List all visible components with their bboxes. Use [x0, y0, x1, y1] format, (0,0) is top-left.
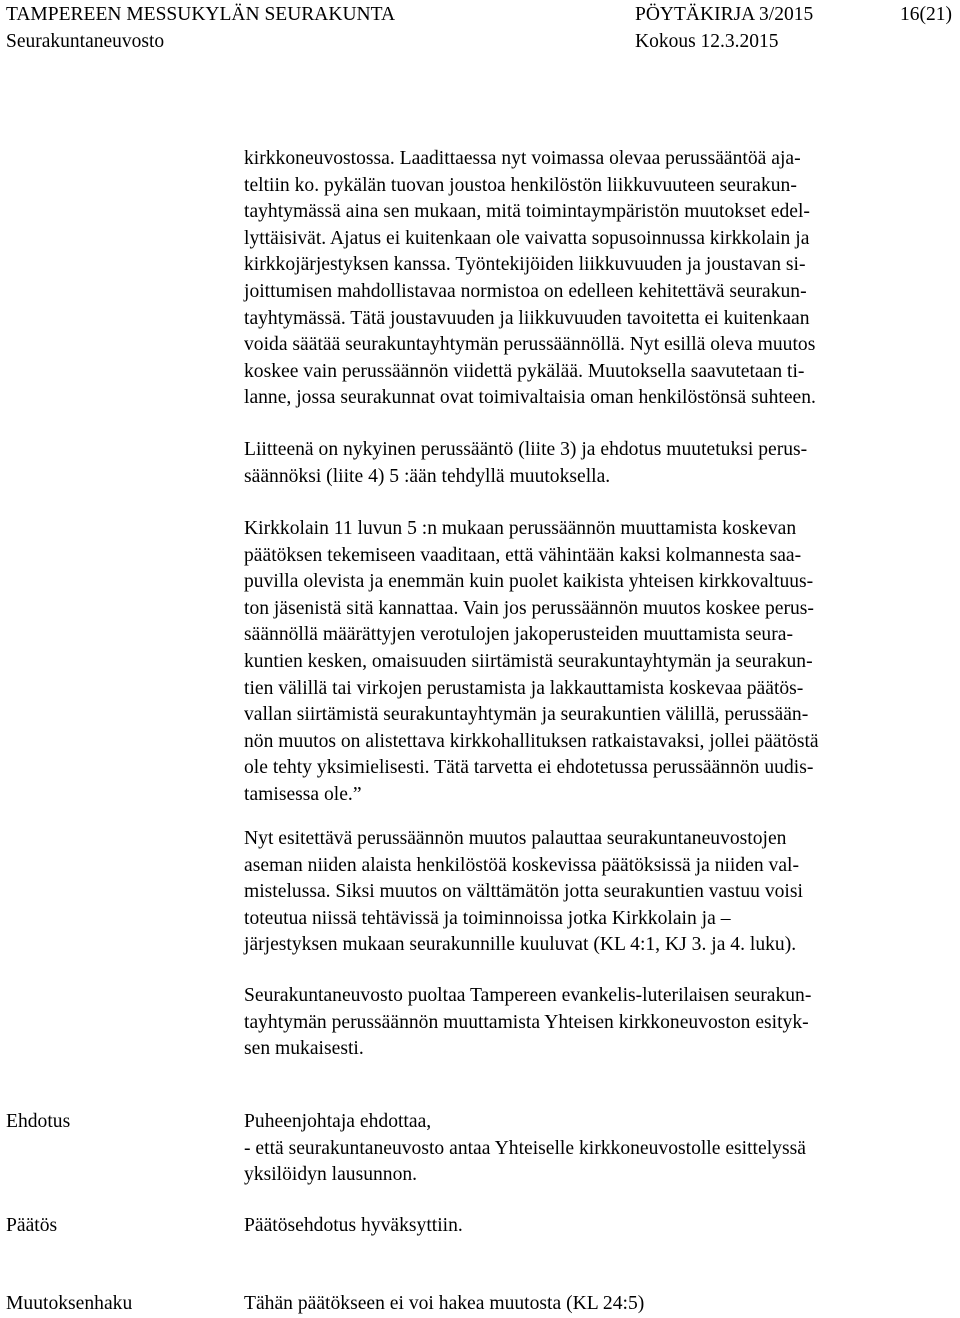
paragraph-line: tayhtymässä. Tätä joustavuuden ja liikkuvuuden tavoitetta ei kuitenkaan	[244, 307, 810, 329]
paragraph-line: säännöllä määrättyjen verotulojen jakoperusteiden muuttamista seura-	[244, 624, 793, 646]
paragraph-line: tien välillä tai virkojen perustamista ja lakkauttamista koskevaa päätös-	[244, 677, 804, 699]
paragraph-line: teltiin ko. pykälän tuovan joustoa henkilöstön liikkuvuuteen seurakun-	[244, 174, 797, 196]
paragraph-4	[244, 826, 904, 959]
paragraph-line: kuntien kesken, omaisuuden siirtämistä seurakuntayhtymän ja seurakun-	[244, 650, 813, 672]
proposal-line: - että seurakuntaneuvosto antaa Yhteiselle kirkkoneuvostolle esittelyssä	[244, 1137, 806, 1159]
paragraph-line: Liitteenä on nykyinen perussääntö (liite 3) ja ehdotus muutetuksi perus-	[244, 439, 808, 460]
paragraph-line: puvilla olevista ja enemmän kuin puolet kaikista yhteisen kirkkovaltuus-	[244, 571, 814, 593]
appeal-label: Muutoksenhaku	[6, 1293, 133, 1314]
paragraph-line: mistelussa. Siksi muutos on välttämätön jotta seurakuntien vastuu voisi	[244, 881, 803, 903]
paragraph-1	[244, 146, 904, 412]
paragraph-line: säännöksi (liite 4) 5 :ään tehdyllä muutoksella.	[244, 465, 611, 487]
paragraph-line: Nyt esitettävä perussäännön muutos palauttaa seurakuntaneuvostojen	[244, 828, 787, 849]
proposal-line: yksilöidyn lausunnon.	[244, 1164, 418, 1186]
meeting-date: Kokous 12.3.2015	[635, 31, 779, 52]
paragraph-line: Seurakuntaneuvosto puoltaa Tampereen evankelis-luterilaisen seurakun-	[244, 985, 812, 1006]
paragraph-line: nön muutos on alistettava kirkkohallituksen ratkaistavaksi, jollei päätöstä	[244, 730, 819, 752]
proposal-line: Puheenjohtaja ehdottaa,	[244, 1111, 432, 1132]
page-number: 16(21)	[900, 4, 952, 25]
paragraph-line: Kirkkolain 11 luvun 5 :n mukaan perussäännön muuttamista koskevan	[244, 518, 797, 539]
paragraph-line: aseman niiden alaista henkilöstöä koskevissa päätöksissä ja niiden val-	[244, 854, 800, 876]
paragraph-line: ole tehty yksimielisesti. Tätä tarvetta ei ehdotetussa perussäännön uudis-	[244, 757, 814, 779]
proposal-text	[244, 1109, 904, 1189]
paragraph-line: ton jäsenistä sitä kannattaa. Vain jos perussäännön muutos koskee perus-	[244, 597, 814, 619]
paragraph-line: tayhtymän perussäännön muuttamista Yhteisen kirkkoneuvoston esityk-	[244, 1011, 809, 1033]
paragraph-line: joittumisen mahdollistavaa normistoa on edelleen kehitettävä seurakun-	[244, 280, 807, 302]
paragraph-line: järjestyksen mukaan seurakunnille kuuluvat (KL 4:1, KJ 3. ja 4. luku).	[244, 934, 797, 956]
paragraph-line: kirkkoneuvostossa. Laadittaessa nyt voimassa olevaa perussääntöä aja-	[244, 148, 801, 169]
paragraph-line: toteutua niissä tehtävissä ja toiminnoissa jotka Kirkkolain ja –	[244, 907, 731, 929]
paragraph-line: koskee vain perussäännön viidettä pykälää. Muutoksella saavutetaan ti-	[244, 360, 805, 382]
appeal-text: Tähän päätökseen ei voi hakea muutosta (KL 24:5)	[244, 1293, 645, 1314]
paragraph-5	[244, 983, 904, 1063]
organization-name: TAMPEREEN MESSUKYLÄN SEURAKUNTA	[6, 4, 396, 25]
paragraph-line: voida säätää seurakuntayhtymän perussäännöllä. Nyt esillä oleva muutos	[244, 334, 816, 356]
paragraph-2	[244, 437, 904, 490]
proposal-label: Ehdotus	[6, 1111, 71, 1132]
paragraph-line: päätöksen tekemiseen vaaditaan, että vähintään kaksi kolmannesta saa-	[244, 544, 802, 566]
decision-label: Päätös	[6, 1215, 58, 1236]
paragraph-line: sen mukaisesti.	[244, 1038, 364, 1060]
document-title: PÖYTÄKIRJA 3/2015	[635, 4, 814, 25]
paragraph-3	[244, 516, 904, 809]
decision-text: Päätösehdotus hyväksyttiin.	[244, 1215, 463, 1236]
paragraph-line: lyttäisivät. Ajatus ei kuitenkaan ole vaivatta sopusoinnussa kirkkolain ja	[244, 227, 810, 249]
body-name: Seurakuntaneuvosto	[6, 31, 165, 52]
paragraph-line: kirkkojärjestyksen kanssa. Työntekijöiden liikkuvuuden ja joustavan si-	[244, 254, 806, 276]
paragraph-line: tayhtymässä aina sen mukaan, mitä toimintaympäristön muutokset edel-	[244, 201, 810, 223]
paragraph-line: tamisessa ole.”	[244, 783, 362, 805]
paragraph-line: lanne, jossa seurakunnat ovat toimivaltaisia oman henkilöstönsä suhteen.	[244, 387, 816, 409]
paragraph-line: vallan siirtämistä seurakuntayhtymän ja seurakuntien välillä, perussään-	[244, 704, 809, 726]
